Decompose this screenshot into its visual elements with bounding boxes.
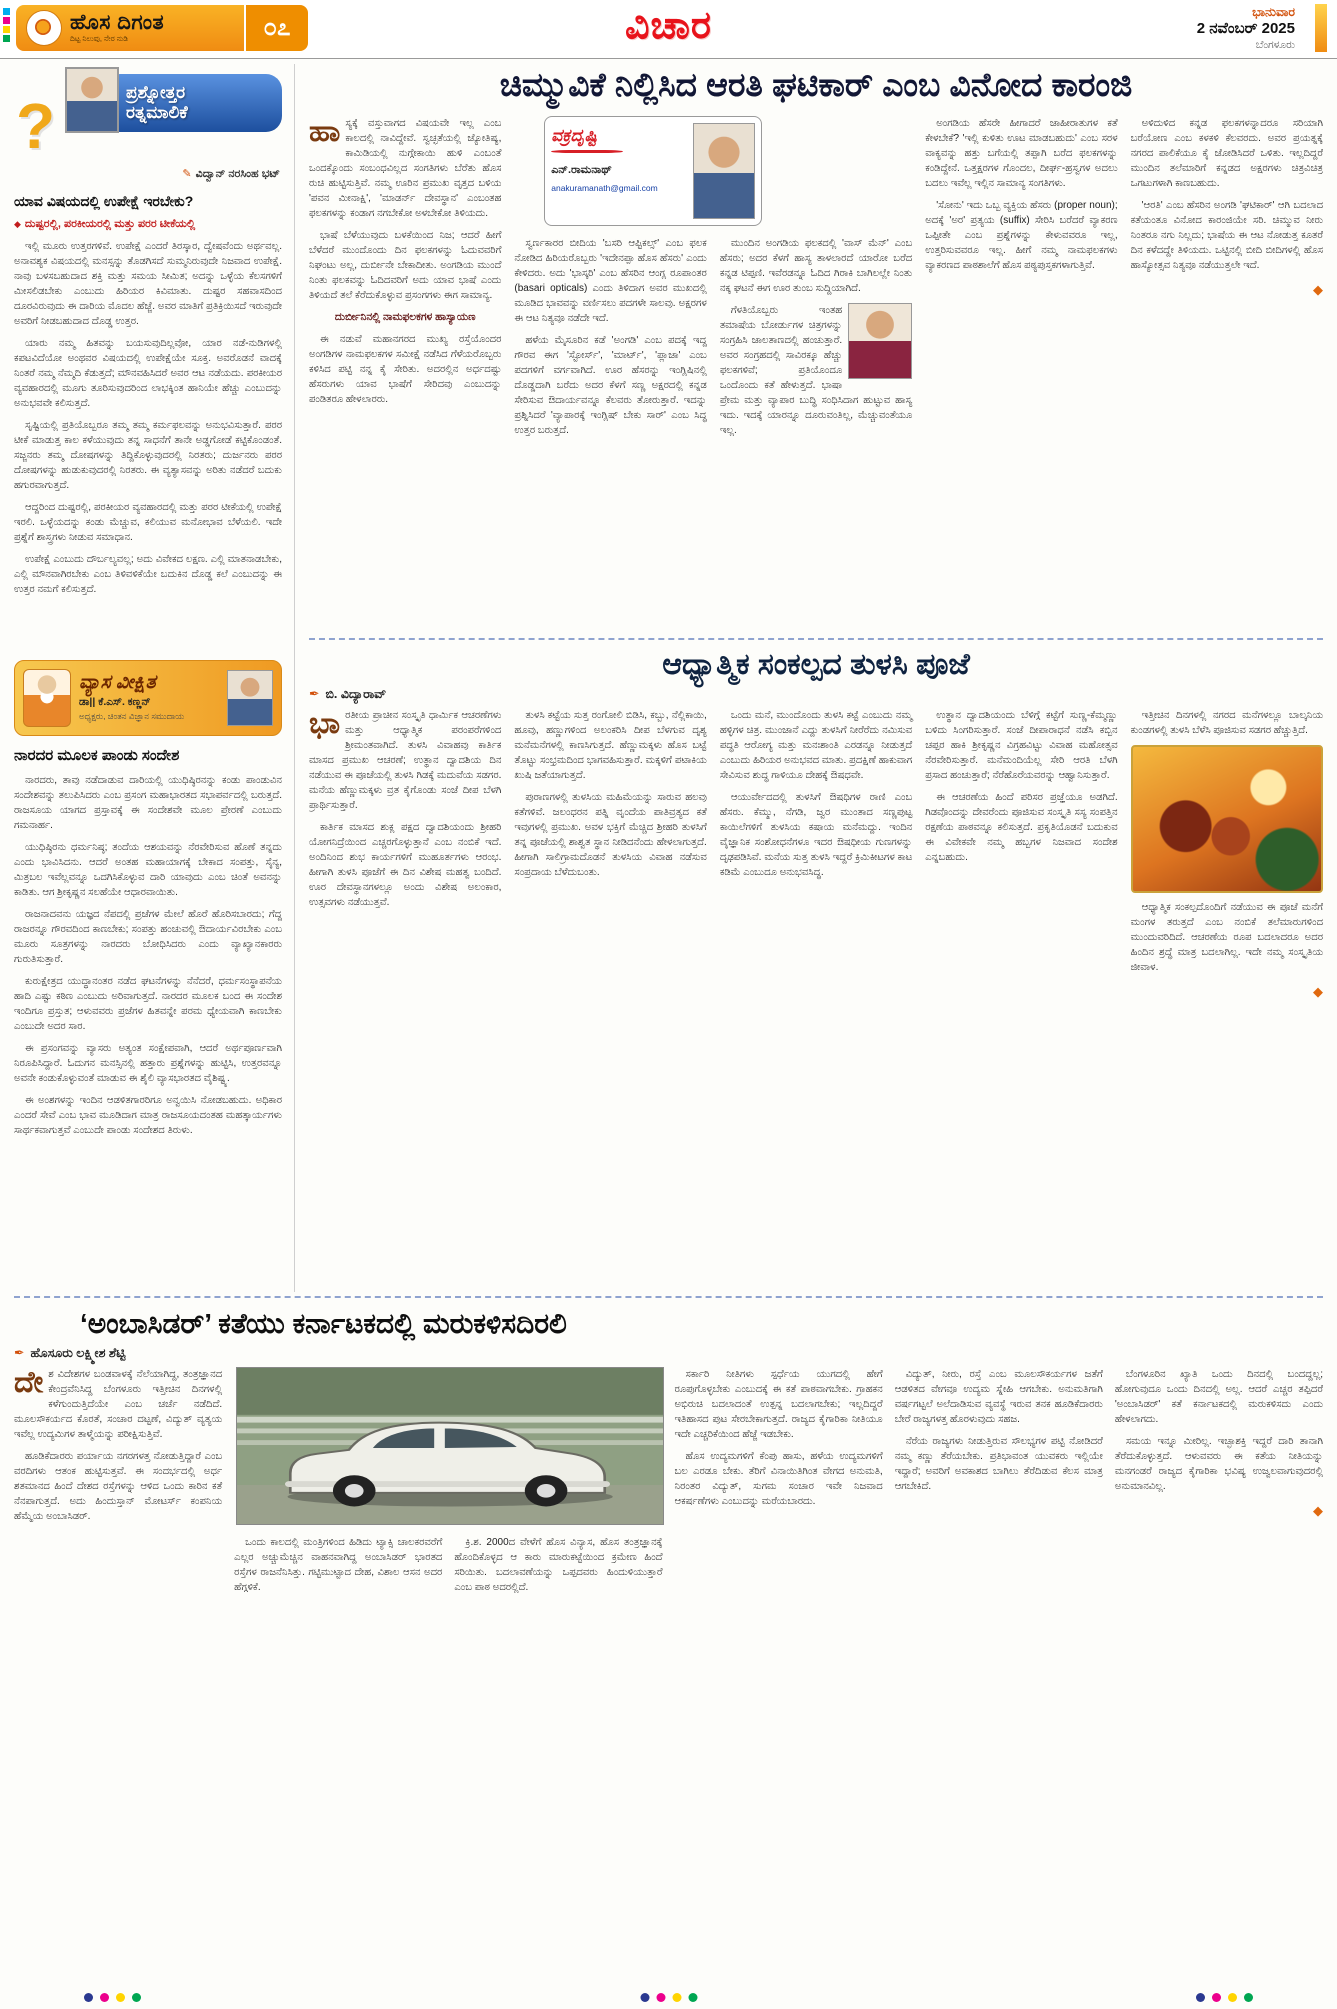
- paragraph-text: ಶ ವಿದೇಶಗಳ ಬಂಡವಾಳಕ್ಕೆ ನೆಲೆಯಾಗಿದ್ದ, ತಂತ್ರಜ್ಞಾನದ ಕೇಂದ್ರವೆನಿಸಿದ್ದ ಬೆಂಗಳೂರು ಇತ್ತೀಚಿನ ದಿನಗಳಲ್ಲಿ ಕಳೆಗುಂದುತ್ತಿದೆಯೇ ಎಂಬ ಚರ್ಚೆ ನಡೆದಿದೆ. ಮೂಲಸೌಕರ್ಯದ ಕೊರತೆ, ಸಂಚಾರ ದಟ್ಟಣೆ, ವಿದ್ಯುತ್ ವ್ಯತ್ಯಯ ಇವೆಲ್ಲ ಉದ್ಯಮಿಗಳ ತಾಳ್ಮೆಯನ್ನು ಪರೀಕ್ಷಿಸುತ್ತಿವೆ.: [14, 1369, 223, 1440]
- body-paragraph: ಒಂದು ಕಾಲದಲ್ಲಿ ಮಂತ್ರಿಗಳಿಂದ ಹಿಡಿದು ಟ್ಯಾಕ್ಸಿ ಚಾಲಕರವರೆಗೆ ಎಲ್ಲರ ಅಚ್ಚುಮೆಚ್ಚಿನ ವಾಹನವಾಗಿದ್ದ ಅಂಬಾಸಿಡರ್ ಭಾರತದ ರಸ್ತೆಗಳ ರಾಜನೆನಿಸಿತ್ತು. ಗಟ್ಟಿಮುಟ್ಟಾದ ದೇಹ, ವಿಶಾಲ ಆಸನ ಅದರ ಹೆಗ್ಗಳಿಕೆ.: [234, 1537, 443, 1593]
- text-column: [1115, 1367, 1323, 1943]
- article2-body: [309, 708, 1323, 1220]
- article-end-diamond-icon: ◆: [1313, 281, 1323, 297]
- left-column: [14, 64, 295, 1292]
- body-paragraph: ಆದ್ದರಿಂದ ದುಷ್ಟರಲ್ಲಿ, ಪರಕೀಯರ ವ್ಯವಹಾರದಲ್ಲಿ ಮತ್ತು ಪರರ ಟೀಕೆಯಲ್ಲಿ ಉಪೇಕ್ಷೆ ಇರಲಿ. ಒಳ್ಳೆಯದನ್ನು ಕಂಡು ಮೆಚ್ಚುವ, ಕಲಿಯುವ ಮನೋಭಾವ ಬೆಳೆಯಲಿ. ಇದೇ ಪ್ರಶ್ನೆಗೆ ಶಾಸ್ತ್ರಗಳು ನೀಡುವ ಸಮಾಧಾನ.: [14, 502, 282, 543]
- body-paragraph: 'ಸೋನು' ಇದು ಒಬ್ಬ ವ್ಯಕ್ತಿಯ ಹೆಸರು (proper noun); ಅದಕ್ಕೆ 'ಅರ' ಪ್ರತ್ಯಯ (suffix) ಸೇರಿಸಿ ಬರೆದರೆ ವ್ಯಾಕರಣ ಒಪ್ಪೀತೇ ಎಂಬ ಪ್ರಶ್ನೆಗಳನ್ನು ಕೇಳುವವರೂ ಇಲ್ಲ, ಉತ್ತರಿಸುವವರೂ ಇಲ್ಲ. ಹೀಗೆ ನಮ್ಮ ನಾಮಫಲಕಗಳು ವ್ಯಾಕರಣದ ಪಾಠಶಾಲೆಗೆ ಹೊಸ ಪಠ್ಯಪುಸ್ತಕಗಳಾಗುತ್ತಿವೆ.: [925, 199, 1118, 271]
- masthead: [16, 5, 308, 51]
- article-ambassador: [14, 1308, 1323, 1960]
- columnist-info: [551, 123, 689, 219]
- article-end-diamond-icon: ◆: [1313, 983, 1323, 999]
- body-paragraph: ಸೃಷ್ಟಿಯಲ್ಲಿ ಪ್ರತಿಯೊಬ್ಬರೂ ತಮ್ಮ ತಮ್ಮ ಕರ್ಮಫಲವನ್ನು ಅನುಭವಿಸುತ್ತಾರೆ. ಪರರ ಟೀಕೆ ಮಾಡುತ್ತ ಕಾಲ ಕಳೆಯುವುದು ತನ್ನ ಸಾಧನೆಗೆ ತಾನೇ ಅಡ್ಡಗೋಡೆ ಕಟ್ಟಿಕೊಂಡಂತೆ. ಸಜ್ಜನರು ತಮ್ಮ ದೋಷಗಳನ್ನು ತಿದ್ದಿಕೊಳ್ಳುವುದರಲ್ಲಿ ನಿರತರು; ದುರ್ಜನರು ಪರರ ದೋಷಗಳನ್ನು ಹುಡುಕುವುದರಲ್ಲಿ ನಿರತರು. ಈ ವ್ಯತ್ಯಾಸವನ್ನು ಅರಿತು ನಡೆದರೆ ಬದುಕು ಹಗುರವಾಗುತ್ತದೆ.: [14, 420, 282, 491]
- text-column: [14, 1367, 222, 1943]
- qa-banner: [14, 64, 282, 164]
- body-paragraph: ಇತ್ತೀಚಿನ ದಿನಗಳಲ್ಲಿ ನಗರದ ಮನೆಗಳಲ್ಲೂ ಬಾಲ್ಕನಿಯ ಕುಂಡಗಳಲ್ಲಿ ತುಳಸಿ ಬೆಳೆಸಿ ಪೂಜಿಸುವ ಸಡಗರ ಹೆಚ್ಚುತ್ತಿದೆ.: [1130, 709, 1323, 736]
- qa-banner-line2: ರತ್ನಮಾಲಿಕೆ: [126, 103, 188, 122]
- vyasa-heading: ನಾರದರ ಮೂಲಕ ಪಾಂಡು ಸಂದೇಶ: [14, 747, 180, 764]
- body-paragraph: ಕುರುಕ್ಷೇತ್ರದ ಯುದ್ಧಾನಂತರ ನಡೆದ ಘಟನೆಗಳನ್ನು ನೆನೆದರೆ, ಧರ್ಮಸಂಸ್ಥಾಪನೆಯ ಹಾದಿ ಎಷ್ಟು ಕಠಿಣ ಎಂಬುದು ಅರಿವಾಗುತ್ತದೆ. ನಾರದರ ಮೂಲಕ ಬಂದ ಈ ಸಂದೇಶ ಇಂದಿಗೂ ಪ್ರಸ್ತುತ; ಆಳುವವರು ಪ್ರಜೆಗಳ ಹಿತವನ್ನೇ ಪರಮ ಧ್ಯೇಯವಾಗಿ ಕಾಣಬೇಕು ಎಂಬುದೇ ಅದರ ಸಾರ.: [14, 975, 282, 1032]
- body-paragraph: ನೆರೆಯ ರಾಜ್ಯಗಳು ನೀಡುತ್ತಿರುವ ಸೌಲಭ್ಯಗಳ ಪಟ್ಟಿ ನೋಡಿದರೆ ನಮ್ಮ ಕಣ್ಣು ತೆರೆಯಬೇಕು. ಪ್ರತಿಭಾವಂತ ಯುವಕರು ಇಲ್ಲಿಯೇ ಇದ್ದಾರೆ; ಅವರಿಗೆ ಅವಕಾಶದ ಬಾಗಿಲು ತೆರೆದಿಡುವ ಕೆಲಸ ಮಾತ್ರ ಆಗಬೇಕಿದೆ.: [894, 1436, 1103, 1492]
- body-paragraph: ಕ್ರಿ.ಶ. 2000ದ ವೇಳೆಗೆ ಹೊಸ ವಿನ್ಯಾಸ, ಹೊಸ ತಂತ್ರಜ್ಞಾನಕ್ಕೆ ಹೊಂದಿಕೊಳ್ಳದ ಆ ಕಾರು ಮಾರುಕಟ್ಟೆಯಿಂದ ಕ್ರಮೇಣ ಹಿಂದೆ ಸರಿಯಿತು. ಬದಲಾವಣೆಯನ್ನು ಒಪ್ಪದವರು ಹಿಂದುಳಿಯುತ್ತಾರೆ ಎಂಬ ಪಾಠ ಅದರಲ್ಲಿದೆ.: [454, 1537, 663, 1593]
- text-column: [675, 1367, 883, 1943]
- body-paragraph: ಸರ್ಕಾರಿ ನೀತಿಗಳು ಸ್ಪರ್ಧೆಯ ಯುಗದಲ್ಲಿ ಹೇಗೆ ರೂಪುಗೊಳ್ಳಬೇಕು ಎಂಬುದಕ್ಕೆ ಈ ಕತೆ ಪಾಠವಾಗಬೇಕು. ಗ್ರಾಹಕನ ಅಭಿರುಚಿ ಬದಲಾದಂತೆ ಉತ್ಪನ್ನ ಬದಲಾಗಬೇಕು; ಇಲ್ಲದಿದ್ದರೆ ಇತಿಹಾಸದ ಪುಟ ಸೇರಬೇಕಾಗುತ್ತದೆ. ರಾಜ್ಯದ ಕೈಗಾರಿಕಾ ನೀತಿಯೂ ಇದೇ ಎಚ್ಚರಿಕೆಯಿಂದ ಹೆಜ್ಜೆ ಇಡಬೇಕು.: [674, 1369, 883, 1440]
- body-paragraph: ವಿದ್ಯುತ್, ನೀರು, ರಸ್ತೆ ಎಂಬ ಮೂಲಸೌಕರ್ಯಗಳ ಜತೆಗೆ ಆಡಳಿತದ ವೇಗವೂ ಉದ್ಯಮ ಸ್ನೇಹಿ ಆಗಬೇಕು. ಅನುಮತಿಗಾಗಿ ವರ್ಷಗಟ್ಟಲೆ ಅಲೆದಾಡಿಸುವ ವ್ಯವಸ್ಥೆ ಇರುವ ತನಕ ಹೂಡಿಕೆದಾರರು ಬೇರೆ ರಾಜ್ಯಗಳತ್ತ ಹೊರಳುವುದು ಸಹಜ.: [894, 1369, 1103, 1425]
- masthead-plate: [16, 5, 244, 51]
- body-paragraph: ಒಂದು ಮನೆ, ಮುಂದೊಂದು ತುಳಸಿ ಕಟ್ಟೆ ಎಂಬುದು ನಮ್ಮ ಹಳ್ಳಿಗಳ ಚಿತ್ರ. ಮುಂಜಾನೆ ಎದ್ದು ತುಳಸಿಗೆ ನೀರೆರೆದು ನಮಿಸುವ ಪದ್ಧತಿ ಆರೋಗ್ಯ ಮತ್ತು ಮನಃಶಾಂತಿ ಎರಡನ್ನೂ ನೀಡುತ್ತದೆ ಎಂಬುದು ಹಿರಿಯರ ಅನುಭವದ ಮಾತು. ಪ್ರದಕ್ಷಿಣೆ ಹಾಕುವಾಗ ಸೇವಿಸುವ ಶುದ್ಧ ಗಾಳಿಯೂ ದೇಹಕ್ಕೆ ಔಷಧವೇ.: [719, 709, 913, 781]
- paper-tagline: ದಿಟ್ಟ ನಿಲುವು, ನೇರ ನುಡಿ: [70, 34, 129, 44]
- ambassador-car-photo: [236, 1367, 664, 1525]
- city-label: ಬೆಂಗಳೂರು: [1255, 38, 1295, 51]
- article-end-diamond-icon: ◆: [1313, 1503, 1323, 1518]
- article3-headline: ‘ಅಂಬಾಸಿಡರ್’ ಕತೆಯು ಕರ್ನಾಟಕದಲ್ಲಿ ಮರುಕಳಿಸದಿರಲಿ: [80, 1308, 567, 1339]
- date-label: 2 ನವೆಂಬರ್ 2025: [1196, 20, 1295, 38]
- qa-answer-lead: [14, 216, 282, 233]
- drop-cap: ಹಾ: [309, 115, 341, 148]
- article1-inset-photo: [848, 303, 912, 379]
- article-separator: [309, 638, 1323, 640]
- body-paragraph: ತುಳಸಿ ಕಟ್ಟೆಯ ಸುತ್ತ ರಂಗೋಲಿ ಬಿಡಿಸಿ, ಕಬ್ಬು, ನೆಲ್ಲಿಕಾಯಿ, ಹೂವು, ಹಣ್ಣುಗಳಿಂದ ಅಲಂಕರಿಸಿ ದೀಪ ಬೆಳಗುವ ದೃಶ್ಯ ಮನೆಮನೆಗಳಲ್ಲಿ ಕಾಣಸಿಗುತ್ತದೆ. ಹೆಣ್ಣುಮಕ್ಕಳು ಹೊಸ ಬಟ್ಟೆ ತೊಟ್ಟು ಸಂಭ್ರಮದಿಂದ ಭಾಗವಹಿಸುತ್ತಾರೆ. ಮಕ್ಕಳಿಗೆ ಪಟಾಕಿಯ ಖುಷಿ ಜತೆಯಾಗುತ್ತದೆ.: [514, 709, 707, 781]
- article3-byline: [14, 1345, 1323, 1361]
- drop-cap: ಭಾ: [309, 707, 341, 740]
- columnist-box: [544, 116, 762, 226]
- day-label: ಭಾನುವಾರ: [1252, 5, 1295, 19]
- body-paragraph: ಉತ್ಥಾನ ದ್ವಾದಶಿಯಂದು ಬೆಳಿಗ್ಗೆ ಕಟ್ಟೆಗೆ ಸುಣ್ಣ-ಕೆಮ್ಮಣ್ಣು ಬಳಿದು ಸಿಂಗರಿಸುತ್ತಾರೆ. ಸಂಜೆ ದೀಪಾರಾಧನೆ ನಡೆಸಿ ಕಬ್ಬಿನ ಚಪ್ಪರ ಹಾಕಿ ಶ್ರೀಕೃಷ್ಣನ ವಿಗ್ರಹವಿಟ್ಟು ವಿವಾಹ ಮಹೋತ್ಸವ ನೆರವೇರಿಸುತ್ತಾರೆ. ಮನೆಮಂದಿಯೆಲ್ಲ ಸೇರಿ ಆರತಿ ಬೆಳಗಿ ಪ್ರಸಾದ ಹಂಚುತ್ತಾರೆ; ನೆರೆಹೊರೆಯವರನ್ನು ಆಹ್ವಾನಿಸುತ್ತಾರೆ.: [925, 709, 1118, 781]
- print-registration-dots-icon: [640, 1993, 697, 2002]
- body-paragraph: ಬೆಂಗಳೂರಿನ ಖ್ಯಾತಿ ಒಂದು ದಿನದಲ್ಲಿ ಬಂದದ್ದಲ್ಲ; ಹೋಗುವುದೂ ಒಂದು ದಿನದಲ್ಲಿ ಅಲ್ಲ. ಆದರೆ ಎಚ್ಚರ ತಪ್ಪಿದರೆ 'ಅಂಬಾಸಿಡರ್' ಕತೆ ಕರ್ನಾಟಕದಲ್ಲಿ ಮರುಕಳಿಸದು ಎಂದು ಹೇಳಲಾಗದು.: [1114, 1369, 1323, 1425]
- qa-answer-lead-text: ದುಷ್ಟರಲ್ಲಿ, ಪರಕೀಯರಲ್ಲಿ ಮತ್ತು ಪರರ ಟೀಕೆಯಲ್ಲಿ: [24, 217, 196, 230]
- diamond-bullet-icon: ◆: [14, 218, 21, 229]
- article2-byline: [309, 686, 1323, 702]
- body-paragraph: ಆಯುರ್ವೇದದಲ್ಲಿ ತುಳಸಿಗೆ ಔಷಧಿಗಳ ರಾಣಿ ಎಂಬ ಹೆಸರು. ಕೆಮ್ಮು, ನೆಗಡಿ, ಜ್ವರ ಮುಂತಾದ ಸಣ್ಣಪುಟ್ಟ ಕಾಯಿಲೆಗಳಿಗೆ ತುಳಸಿಯ ಕಷಾಯ ಮನೆಮದ್ದು. ಇಂದಿನ ವೈಜ್ಞಾನಿಕ ಸಂಶೋಧನೆಗಳೂ ಇದರ ಔಷಧೀಯ ಗುಣಗಳನ್ನು ದೃಢಪಡಿಸಿವೆ. ಮನೆಯ ಸುತ್ತ ತುಳಸಿ ಇದ್ದರೆ ಕ್ರಿಮಿಕೀಟಗಳ ಕಾಟ ಕಡಿಮೆ ಎಂಬುದೂ ಅನುಭವಸಿದ್ಧ.: [719, 791, 913, 878]
- body-paragraph: ಹೂಡಿಕೆದಾರರು ಪರ್ಯಾಯ ನಗರಗಳತ್ತ ನೋಡುತ್ತಿದ್ದಾರೆ ಎಂಬ ವರದಿಗಳು ಆತಂಕ ಹುಟ್ಟಿಸುತ್ತವೆ. ಈ ಸಂದರ್ಭದಲ್ಲಿ ಅರ್ಧ ಶತಮಾನದ ಹಿಂದೆ ದೇಶದ ರಸ್ತೆಗಳನ್ನು ಆಳಿದ ಒಂದು ಕಾರಿನ ಕತೆ ನೆನಪಾಗುತ್ತದೆ. ಅದು ಹಿಂದುಸ್ತಾನ್ ಮೋಟರ್ಸ್ ಕಂಪನಿಯ ಹೆಮ್ಮೆಯ ಅಂಬಾಸಿಡರ್.: [14, 1451, 223, 1522]
- body-paragraph: ರಾಜನಾದವನು ಯಜ್ಞದ ನೆಪದಲ್ಲಿ ಪ್ರಜೆಗಳ ಮೇಲೆ ಹೊರೆ ಹೊರಿಸಬಾರದು; ಗೆದ್ದ ರಾಜರನ್ನೂ ಗೌರವದಿಂದ ಕಾಣಬೇಕು; ಸಂಪತ್ತು ಹಂಚುವಲ್ಲಿ ಔದಾರ್ಯವಿರಬೇಕು ಎಂಬ ಮೂರು ಸೂತ್ರಗಳನ್ನು ನಾರದರು ಬೋಧಿಸಿದರು ಎಂದು ವ್ಯಾಖ್ಯಾನಕಾರರು ಗುರುತಿಸುತ್ತಾರೆ.: [14, 908, 282, 965]
- page-edge-bar: [1315, 4, 1327, 52]
- body-paragraph: ಈ ಅಂಶಗಳನ್ನು ಇಂದಿನ ಆಡಳಿತಗಾರರಿಗೂ ಅನ್ವಯಿಸಿ ನೋಡಬಹುದು. ಅಧಿಕಾರ ಎಂದರೆ ಸೇವೆ ಎಂಬ ಭಾವ ಮೂಡಿದಾಗ ಮಾತ್ರ ರಾಜಸೂಯದಂತಹ ಮಹತ್ಕಾರ್ಯಗಳು ಸಾರ್ಥಕವಾಗುತ್ತವೆ ಎಂಬುದೇ ಪಾಂಡು ಸಂದೇಶದ ತಿರುಳು.: [14, 1094, 282, 1136]
- vyasa-banner: [14, 660, 282, 736]
- body-paragraph: [14, 1367, 222, 1442]
- body-paragraph: ಅಂಗಡಿಯ ಹೆಸರೇ ಹೀಗಾದರೆ ಜಾಹೀರಾತುಗಳ ಕತೆ ಕೇಳಬೇಕೆ? 'ಇಲ್ಲಿ ಕುಳಿತು ಊಟ ಮಾಡಬಹುದು' ಎಂಬ ಸರಳ ವಾಕ್ಯವನ್ನು ಹತ್ತು ಬಗೆಯಲ್ಲಿ ತಪ್ಪಾಗಿ ಬರೆದ ಫಲಕಗಳನ್ನು ಕಂಡಿದ್ದೇನೆ. ಒತ್ತಕ್ಷರಗಳ ಗೊಂದಲ, ದೀರ್ಘ-ಹ್ರಸ್ವಗಳ ಅದಲು ಬದಲು ಇವೆಲ್ಲ ಇಲ್ಲಿನ ಸಾಮಾನ್ಯ ಸಂಗತಿಗಳು.: [925, 117, 1118, 189]
- body-paragraph: ನಾರದರು, ತಾವು ನಡೆದಾಡುವ ದಾರಿಯಲ್ಲಿ ಯುಧಿಷ್ಠಿರನನ್ನು ಕಂಡು ಪಾಂಡುವಿನ ಸಂದೇಶವನ್ನು ತಲುಪಿಸಿದರು ಎಂಬ ಪ್ರಸಂಗ ಮಹಾಭಾರತದ ಸಭಾಪರ್ವದಲ್ಲಿ ಬರುತ್ತದೆ. ರಾಜಸೂಯ ಯಾಗದ ಪ್ರಸ್ತಾವಕ್ಕೆ ಈ ಸಂದೇಶವೇ ಮೂಲ ಪ್ರೇರಣೆ ಎಂಬುದು ಗಮನಾರ್ಹ.: [14, 774, 282, 831]
- body-paragraph: ಆಧ್ಯಾತ್ಮಿಕ ಸಂಕಲ್ಪದೊಂದಿಗೆ ನಡೆಯುವ ಈ ಪೂಜೆ ಮನೆಗೆ ಮಂಗಳ ತರುತ್ತದೆ ಎಂಬ ನಂಬಿಕೆ ತಲೆಮಾರುಗಳಿಂದ ಮುಂದುವರಿದಿದೆ. ಆಚರಣೆಯ ರೂಪ ಬದಲಾದರೂ ಅದರ ಹಿಂದಿನ ಶ್ರದ್ಧೆ ಮಾತ್ರ ಬದಲಾಗಿಲ್ಲ. ಇದೇ ನಮ್ಮ ಸಂಸ್ಕೃತಿಯ ಜೀವಾಳ.: [1130, 901, 1323, 973]
- qa-banner-line1: ಪ್ರಶ್ನೋತ್ತರ: [126, 82, 186, 102]
- column-label: ವಕ್ರದೃಷ್ಟಿ: [551, 123, 689, 154]
- text-column: [925, 708, 1117, 1220]
- sage-illustration-icon: [23, 669, 71, 727]
- tulasi-puja-photo: [1131, 745, 1323, 893]
- body-paragraph: ಈ ಆಚರಣೆಯ ಹಿಂದೆ ಪರಿಸರ ಪ್ರಜ್ಞೆಯೂ ಅಡಗಿದೆ. ಗಿಡವೊಂದನ್ನು ದೇವರೆಂದು ಪೂಜಿಸುವ ಸಂಸ್ಕೃತಿ ಸಸ್ಯ ಸಂಪತ್ತಿನ ರಕ್ಷಣೆಯ ಪಾಠವನ್ನೂ ಕಲಿಸುತ್ತದೆ. ಪ್ರಕೃತಿಯೊಡನೆ ಬದುಕುವ ಈ ವಿವೇಕವೇ ನಮ್ಮ ಹಬ್ಬಗಳ ನಿಜವಾದ ಸಂದೇಶ ಎನ್ನಬಹುದು.: [925, 791, 1118, 863]
- masthead-bar: [0, 0, 1337, 59]
- body-paragraph: ಇಲ್ಲಿ ಮೂರು ಉತ್ತರಗಳಿವೆ. ಉಪೇಕ್ಷೆ ಎಂದರೆ ತಿರಸ್ಕಾರ, ದ್ವೇಷವೆಂದು ಅರ್ಥವಲ್ಲ. ಅನಾವಶ್ಯಕ ವಿಷಯದಲ್ಲಿ ಮನಸ್ಸನ್ನು ತೊಡಗಿಸದೆ ಸುಮ್ಮನಿರುವುದೇ ನಿಜವಾದ ಉಪೇಕ್ಷೆ. ನಾವು ಬಳಸಬಹುದಾದ ಶಕ್ತಿ ಮತ್ತು ಸಮಯ ಸೀಮಿತ; ಅದನ್ನು ಒಳ್ಳೆಯ ಕೆಲಸಗಳಿಗೆ ಮೀಸಲಿಡಬೇಕು ಎಂಬುದು ಹಿರಿಯರ ಕಿವಿಮಾತು. ದುಷ್ಟರ ಸಹವಾಸದಿಂದ ದೂರವಿರುವುದು ಈ ದಾರಿಯ ಮೊದಲ ಹೆಜ್ಜೆ. ಅವರ ಮಾತಿಗೆ ಪ್ರತಿಕ್ರಿಯಿಸದೆ ಇರುವುದೇ ಅವರಿಗೆ ನೀಡಬಹುದಾದ ದೊಡ್ಡ ಉತ್ತರ.: [14, 241, 282, 327]
- text-column: [309, 708, 501, 1220]
- body-paragraph: ಪುರಾಣಗಳಲ್ಲಿ ತುಳಸಿಯ ಮಹಿಮೆಯನ್ನು ಸಾರುವ ಹಲವು ಕತೆಗಳಿವೆ. ಜಲಂಧರನ ಪತ್ನಿ ವೃಂದೆಯ ಪಾತಿವ್ರತ್ಯದ ಕತೆ ಇವುಗಳಲ್ಲಿ ಪ್ರಮುಖ. ಅವಳ ಭಕ್ತಿಗೆ ಮೆಚ್ಚಿದ ಶ್ರೀಹರಿ ತುಳಸಿಗೆ ತನ್ನ ಪೂಜೆಯಲ್ಲಿ ಶಾಶ್ವತ ಸ್ಥಾನ ನೀಡಿದನೆಂದು ಹೇಳಲಾಗುತ್ತದೆ. ಹೀಗಾಗಿ ಸಾಲಿಗ್ರಾಮದೊಡನೆ ತುಳಸಿಯ ವಿವಾಹ ನಡೆಸುವ ಸಂಪ್ರದಾಯ ಬೆಳೆದುಬಂತು.: [514, 791, 707, 878]
- article-separator-full: [14, 1296, 1323, 1298]
- body-paragraph: ಗೆಳತಿಯೊಬ್ಬರು ಇಂತಹ ತಮಾಷೆಯ ಬೋರ್ಡುಗಳ ಚಿತ್ರಗಳನ್ನು ಸಂಗ್ರಹಿಸಿ ಜಾಲತಾಣದಲ್ಲಿ ಹಂಚುತ್ತಾರೆ. ಅವರ ಸಂಗ್ರಹದಲ್ಲಿ ಸಾವಿರಕ್ಕೂ ಹೆಚ್ಚು ಫಲಕಗಳಿವೆ; ಪ್ರತಿಯೊಂದೂ ಒಂದೊಂದು ಕತೆ ಹೇಳುತ್ತದೆ. ಭಾಷಾ ಪ್ರೇಮ ಮತ್ತು ವ್ಯಾಪಾರ ಬುದ್ಧಿ ಸಂಧಿಸಿದಾಗ ಹುಟ್ಟುವ ಹಾಸ್ಯ ಇದು. ಇದಕ್ಕೆ ಯಾರನ್ನೂ ದೂರುವಂತಿಲ್ಲ, ಮೆಚ್ಚುವಂತೆಯೂ ಇಲ್ಲ.: [719, 304, 913, 436]
- qa-banner-title: [110, 74, 282, 132]
- vyasa-column: [14, 652, 282, 1145]
- text-column: [720, 708, 912, 1220]
- vyasa-author-name: ಡಾ|| ಕೆ.ಎಸ್. ಕಣ್ಣನ್: [79, 695, 151, 708]
- article3-author: ಹೊಸೂರು ಲಕ್ಷ್ಮೀಶ ಶೆಟ್ಟಿ: [30, 1346, 126, 1360]
- body-paragraph: ಈ ನಡುವೆ ಮಹಾನಗರದ ಮುಖ್ಯ ರಸ್ತೆಯೊಂದರ ಅಂಗಡಿಗಳ ನಾಮಫಲಕಗಳ ಸಮೀಕ್ಷೆ ನಡೆಸಿದ ಗೆಳೆಯರೊಬ್ಬರು ಕಳಿಸಿದ ಪಟ್ಟಿ ನನ್ನ ಕೈ ಸೇರಿತು. ಅದರಲ್ಲಿನ ಅರ್ಧದಷ್ಟು ಹೆಸರುಗಳು ಯಾವ ಭಾಷೆಗೆ ಸೇರಿದವು ಎಂಬುದನ್ನು ಪಂಡಿತರೂ ಹೇಳಲಾರರು.: [309, 333, 502, 405]
- paper-logo-icon: [26, 10, 62, 46]
- byline-pen-icon: ✒: [14, 1346, 25, 1360]
- vyasa-banner-title: ವ್ಯಾಸ ವೀಕ್ಷಿತ: [79, 671, 156, 693]
- print-color-marks-icon: [3, 8, 10, 42]
- qa-question: ಯಾವ ವಿಷಯದಲ್ಲಿ ಉಪೇಕ್ಷೆ ಇರಬೇಕು?: [14, 192, 194, 209]
- article2-headline: ಆಧ್ಯಾತ್ಮಿಕ ಸಂಕಲ್ಪದ ತುಳಸಿ ಪೂಜೆ: [662, 647, 970, 681]
- vyasa-banner-text: [79, 673, 219, 723]
- section-title: ವಿಚಾರ: [625, 5, 712, 47]
- body-paragraph: ಹಳೆಯ ಮೈಸೂರಿನ ಕಡೆ 'ಅಂಗಡಿ' ಎಂಬ ಪದಕ್ಕೆ ಇದ್ದ ಗೌರವ ಈಗ 'ಸ್ಟೋರ್ಸ್', 'ಮಾರ್ಟ್', 'ಪ್ಲಾಜಾ' ಎಂಬ ಪದಗಳಿಗೆ ವರ್ಗವಾಗಿದೆ. ಊರ ಹೆಸರನ್ನು ಇಂಗ್ಲಿಷಿನಲ್ಲಿ ದೊಡ್ಡದಾಗಿ ಬರೆದು ಅದರ ಕೆಳಗೆ ಸಣ್ಣ ಅಕ್ಷರದಲ್ಲಿ ಕನ್ನಡ ಸೇರಿಸುವ ಔದಾರ್ಯವನ್ನೂ ಕೆಲವರು ತೋರುತ್ತಾರೆ. ಇದನ್ನು ಪ್ರಶ್ನಿಸಿದರೆ 'ವ್ಯಾಪಾರಕ್ಕೆ ಇಂಗ್ಲಿಷ್ ಬೇಕು ಸಾರ್' ಎಂಬ ಸಿದ್ಧ ಉತ್ತರ ಬರುತ್ತದೆ.: [514, 334, 707, 436]
- body-paragraph: ಯಾರು ನಮ್ಮ ಹಿತವನ್ನು ಬಯಸುವುದಿಲ್ಲವೋ, ಯಾರ ನಡೆ-ನುಡಿಗಳಲ್ಲಿ ಕಪಟವಿದೆಯೋ ಅಂಥವರ ವಿಷಯದಲ್ಲಿ ಉಪೇಕ್ಷೆಯೇ ಸೂಕ್ತ. ಅವರೊಡನೆ ವಾದಕ್ಕೆ ನಿಂತರೆ ನಮ್ಮ ನೆಮ್ಮದಿ ಕೆಡುತ್ತದೆ; ಮೌನವಹಿಸಿದರೆ ಅವರ ಆಟ ನಡೆಯದು. ಪರಕೀಯರ ವ್ಯವಹಾರದಲ್ಲಿ ಮೂಗು ತೂರಿಸುವುದರಿಂದ ಲಾಭಕ್ಕಿಂತ ಹಾನಿಯೇ ಹೆಚ್ಚು ಎಂಬುದನ್ನು ಅನುಭವವೇ ಕಲಿಸುತ್ತದೆ.: [14, 338, 282, 409]
- vyasa-author-desc: ಅಧ್ಯಕ್ಷರು, ಚಿಂತನ ವಿಜ್ಞಾನ ಸಮುದಾಯ: [79, 711, 185, 722]
- body-paragraph: ಹೊಸ ಉದ್ಯಮಗಳಿಗೆ ಕೆಂಪು ಹಾಸು, ಹಳೆಯ ಉದ್ಯಮಗಳಿಗೆ ಬಲ ಎರಡೂ ಬೇಕು. ತೆರಿಗೆ ವಿನಾಯಿತಿಗಿಂತ ವೇಗದ ಅನುಮತಿ, ನಿರಂತರ ವಿದ್ಯುತ್, ಸುಗಮ ಸಂಚಾರ ಇವೇ ನಿಜವಾದ ಆಕರ್ಷಣೆಗಳು ಎಂಬುದನ್ನು ಮರೆಯಬಾರದು.: [674, 1451, 883, 1507]
- qa-author-name: ವಿದ್ವಾನ್ ನರಸಿಂಹ ಭಟ್: [195, 168, 280, 180]
- body-paragraph: ಅಳಿದುಳಿದ ಕನ್ನಡ ಫಲಕಗಳನ್ನಾದರೂ ಸರಿಯಾಗಿ ಬರೆಯೋಣ ಎಂಬ ಕಳಕಳಿ ಕೆಲವರದು. ಅವರ ಪ್ರಯತ್ನಕ್ಕೆ ನಗರದ ಪಾಲಿಕೆಯೂ ಕೈ ಜೋಡಿಸಿದರೆ ಒಳಿತು. ಇಲ್ಲದಿದ್ದರೆ ಮುಂದಿನ ತಲೆಮಾರಿಗೆ ಕನ್ನಡದ ಅಕ್ಷರಗಳು ಚಿತ್ರವಿಚಿತ್ರ ಒಗಟುಗಳಾಗಿ ಕಾಣಬಹುದು.: [1130, 117, 1323, 189]
- text-column: [1131, 708, 1323, 1220]
- vyasa-author-photo: [227, 670, 273, 726]
- pen-icon: ✎: [182, 168, 192, 180]
- qa-column: [14, 64, 282, 652]
- print-registration-dots-icon: [1196, 1993, 1253, 2002]
- text-column: [895, 1367, 1103, 1943]
- body-paragraph: ಈ ಪ್ರಸಂಗವನ್ನು ವ್ಯಾಸರು ಅತ್ಯಂತ ಸಂಕ್ಷೇಪವಾಗಿ, ಆದರೆ ಅರ್ಥಪೂರ್ಣವಾಗಿ ನಿರೂಪಿಸಿದ್ದಾರೆ. ಓದುಗನ ಮನಸ್ಸಿನಲ್ಲಿ ಹತ್ತಾರು ಪ್ರಶ್ನೆಗಳನ್ನು ಹುಟ್ಟಿಸಿ, ಉತ್ತರವನ್ನೂ ಅವನೇ ಕಂಡುಕೊಳ್ಳುವಂತೆ ಮಾಡುವ ಈ ಶೈಲಿ ವ್ಯಾಸಭಾರತದ ವೈಶಿಷ್ಟ್ಯ.: [14, 1042, 282, 1084]
- paper-title-block: [70, 12, 164, 44]
- article1-headline: ಚಿಮ್ಮುವಿಕೆ ನಿಲ್ಲಿಸಿದ ಆರತಿ ಘಟಿಕಾರ್ ಎಂಬ ವಿನೋದ ಕಾರಂಜಿ: [499, 66, 1133, 103]
- article1-subhead: ದುರ್ಬೀನಿನಲ್ಲಿ ನಾಮಫಲಕಗಳ ಹಾಸ್ಯಾಯಣ: [334, 310, 476, 323]
- article-tulasi-puja: [309, 648, 1323, 1220]
- dateline: [1197, 5, 1295, 51]
- article-satire: [309, 66, 1323, 630]
- body-paragraph: [309, 116, 501, 221]
- qa-author-photo: [66, 68, 118, 132]
- main-column: [309, 64, 1323, 1292]
- body-paragraph: ಮುಂದಿನ ಅಂಗಡಿಯ ಫಲಕದಲ್ಲಿ 'ವಾಸ್ ಮೆನ್' ಎಂಬ ಹೆಸರು; ಅದರ ಕೆಳಗೆ ಹಾಸ್ಯ ತಾಳಲಾರದೆ ಯಾರೋ ಬರೆದ ಕನ್ನಡ ಟಿಪ್ಪಣಿ. ಇವೆರಡನ್ನೂ ಓದಿದ ಗಿರಾಕಿ ಬಾಗಿಲಲ್ಲೇ ನಿಂತು ನಕ್ಕ ಘಟನೆ ಈಗ ಊರ ತುಂಬ ಸುದ್ದಿಯಾಗಿದೆ.: [719, 237, 913, 294]
- columnist-name: ಎನ್.ರಾಮನಾಥ್: [551, 164, 612, 177]
- article1-body: [309, 116, 1323, 630]
- body-paragraph: ಭಾಷೆ ಬೆಳೆಯುವುದು ಬಳಕೆಯಿಂದ ನಿಜ; ಆದರೆ ಹೀಗೆ ಬೆಳೆದರೆ ಮುಂದೊಂದು ದಿನ ಫಲಕಗಳನ್ನು ಓದುವವರಿಗೆ ನಿಘಂಟು ಅಲ್ಲ, ದುರ್ಬೀನೇ ಬೇಕಾದೀತು. ಅಂಗಡಿಯ ಮುಂದೆ ನಿಂತು ಫಲಕವನ್ನು ಓದಿದವರಿಗೆ ಅದು ಯಾವ ಭಾಷೆ ಎಂದು ತಿಳಿಯದೆ ತಲೆ ಕೆರೆದುಕೊಳ್ಳುವ ಪ್ರಸಂಗಗಳು ಈಗ ಸಾಮಾನ್ಯ.: [309, 229, 502, 301]
- print-registration-dots-icon: [84, 1993, 141, 2002]
- paragraph-text: ರತೀಯ ಪ್ರಾಚೀನ ಸಂಸ್ಕೃತಿ ಧಾರ್ಮಿಕ ಆಚರಣೆಗಳು ಮತ್ತು ಆಧ್ಯಾತ್ಮಿಕ ಪರಂಪರೆಗಳಿಂದ ಶ್ರೀಮಂತವಾಗಿದೆ. ತುಳಸಿ ವಿವಾಹವು ಕಾರ್ತಿಕ ಮಾಸದ ಪ್ರಮುಖ ಆಚರಣೆ; ಉತ್ಥಾನ ದ್ವಾದಶಿಯ ದಿನ ನಡೆಯುವ ಈ ಪೂಜೆಯಲ್ಲಿ ತುಳಸಿ ಗಿಡಕ್ಕೆ ಮದುವೆಯ ಸಡಗರ. ಮನೆಯ ಹೆಣ್ಣುಮಕ್ಕಳು ವ್ರತ ಕೈಗೊಂಡು ಸಂಜೆ ದೀಪ ಬೆಳಗಿ ಪ್ರಾರ್ಥಿಸುತ್ತಾರೆ.: [309, 709, 502, 811]
- question-mark-icon: ?: [16, 90, 56, 162]
- body-paragraph: ಉಪೇಕ್ಷೆ ಎಂಬುದು ದೌರ್ಬಲ್ಯವಲ್ಲ; ಅದು ವಿವೇಕದ ಲಕ್ಷಣ. ಎಲ್ಲಿ ಮಾತನಾಡಬೇಕು, ಎಲ್ಲಿ ಮೌನವಾಗಿರಬೇಕು ಎಂಬ ತಿಳಿವಳಿಕೆಯೇ ಬದುಕಿನ ದೊಡ್ಡ ಕಲೆ ಎಂಬುದನ್ನು ಈ ಉತ್ತರ ನಮಗೆ ಕಲಿಸುತ್ತದೆ.: [14, 554, 282, 595]
- columnist-photo: [693, 123, 755, 219]
- body-paragraph: ಕಾರ್ತಿಕ ಮಾಸದ ಶುಕ್ಲ ಪಕ್ಷದ ದ್ವಾದಶಿಯಂದು ಶ್ರೀಹರಿ ಯೋಗನಿದ್ರೆಯಿಂದ ಎಚ್ಚರಗೊಳ್ಳುತ್ತಾನೆ ಎಂಬ ನಂಬಿಕೆ ಇದೆ. ಅಂದಿನಿಂದ ಶುಭ ಕಾರ್ಯಗಳಿಗೆ ಮುಹೂರ್ತಗಳು ಆರಂಭ. ಹೀಗಾಗಿ ತುಳಸಿ ಪೂಜೆಗೆ ಈ ದಿನ ವಿಶೇಷ ಮಹತ್ವ ಬಂದಿದೆ. ಊರ ದೇವಸ್ಥಾನಗಳಲ್ಲೂ ಅಂದು ವಿಶೇಷ ಅಲಂಕಾರ, ಉತ್ಸವಗಳು ನಡೆಯುತ್ತವೆ.: [309, 821, 502, 908]
- columnist-email[interactable]: anakuramanath@gmail.com: [551, 182, 658, 193]
- text-column: [309, 116, 501, 630]
- body-paragraph: ಯುಧಿಷ್ಠಿರನು ಧರ್ಮನಿಷ್ಠ; ತಂದೆಯ ಆಶಯವನ್ನು ನೆರವೇರಿಸುವ ಹೊಣೆ ತನ್ನದು ಎಂದು ಭಾವಿಸಿದನು. ಆದರೆ ಅಂತಹ ಮಹಾಯಾಗಕ್ಕೆ ಬೇಕಾದ ಸಂಪತ್ತು, ಸೈನ್ಯ, ಮಿತ್ರಬಲ ಇವೆಲ್ಲವನ್ನೂ ಒದಗಿಸಿಕೊಳ್ಳುವ ದಾರಿ ಯಾವುದು ಎಂಬ ಚಿಂತೆ ಅವನನ್ನು ಕಾಡಿತು. ಆಗ ಶ್ರೀಕೃಷ್ಣನ ಸಲಹೆಯೇ ಆಧಾರವಾಯಿತು.: [14, 841, 282, 898]
- paragraph-text: ಸ್ಯಕ್ಕೆ ವಸ್ತುವಾಗದ ವಿಷಯವೇ ಇಲ್ಲ ಎಂಬ ಕಾಲದಲ್ಲಿ ನಾವಿದ್ದೇವೆ. ಸ್ವಚ್ಛತೆಯಲ್ಲಿ ಜ್ಯೋತಿಷ್ಯ, ಕಾಮಿಡಿಯಲ್ಲಿ ನುಗ್ಗೇಕಾಯಿ ಹುಳಿ ಎಂಬಂತೆ ಒಂದಕ್ಕೊಂದು ಸಂಬಂಧವಿಲ್ಲದ ಸಂಗತಿಗಳು ಬೆರೆತು ಹೊಸ ರುಚಿ ಹುಟ್ಟಿಸುತ್ತಿವೆ. ನಮ್ಮ ಊರಿನ ಪ್ರಮುಖ ವೃತ್ತದ ಬಳಿಯ 'ಪವನ ಮೀನಾಕ್ಷಿ', 'ಮಾಡರ್ನ್ ದೇವಸ್ಥಾನ' ಎಂಬಂತಹ ಫಲಕಗಳನ್ನು ಕಂಡಾಗ ನಗಬೇಕೋ ಅಳಬೇಕೋ ತಿಳಿಯದು.: [309, 117, 502, 219]
- text-column: [1131, 116, 1323, 630]
- body-paragraph: ಸಮಯ ಇನ್ನೂ ಮೀರಿಲ್ಲ. ಇಚ್ಛಾಶಕ್ತಿ ಇದ್ದರೆ ದಾರಿ ತಾನಾಗಿ ತೆರೆದುಕೊಳ್ಳುತ್ತದೆ. ಆಳುವವರು ಈ ಕತೆಯ ನೀತಿಯನ್ನು ಮನಗಂಡರೆ ರಾಜ್ಯದ ಕೈಗಾರಿಕಾ ಭವಿಷ್ಯ ಉಜ್ವಲವಾಗುವುದರಲ್ಲಿ ಅನುಮಾನವಿಲ್ಲ.: [1114, 1436, 1323, 1492]
- text-column: [925, 116, 1117, 630]
- page-number: ೦೭: [244, 5, 308, 51]
- article3-body: [14, 1367, 1323, 1943]
- article2-author: ಬಿ. ವಿದ್ಯಾರಾವ್: [325, 686, 387, 701]
- body-paragraph: 'ಆರತಿ' ಎಂಬ ಹೆಸರಿನ ಅಂಗಡಿ 'ಘಟಿಕಾರ್' ಆಗಿ ಬದಲಾದ ಕತೆಯಂತೂ ವಿನೋದ ಕಾರಂಜಿಯೇ ಸರಿ. ಚಿಮ್ಮುವ ನೀರು ನಿಂತರೂ ನಗು ನಿಲ್ಲದು; ಭಾಷೆಯ ಈ ಆಟ ನೋಡುತ್ತ ಕೂತರೆ ದಿನ ಕಳೆದದ್ದೇ ತಿಳಿಯದು. ಒಟ್ಟಿನಲ್ಲಿ ಬೀದಿ ಬೀದಿಗಳಲ್ಲಿ ಹೊಸ ಹಾಸ್ಯೋತ್ಸವ ನಿತ್ಯವೂ ನಡೆಯುತ್ತಲೇ ಇದೆ.: [1130, 199, 1323, 271]
- byline-pen-icon: ✒: [309, 686, 320, 701]
- text-column: [514, 708, 706, 1220]
- content-area: [14, 64, 1323, 1292]
- body-paragraph: ಸ್ವರ್ಣಕಾರರ ಬೀದಿಯ 'ಬಸರಿ ಆಪ್ಟಿಕಲ್ಸ್' ಎಂಬ ಫಲಕ ನೋಡಿದ ಹಿರಿಯರೊಬ್ಬರು 'ಇದೇನಪ್ಪಾ ಹೊಸ ಹೆಸರು' ಎಂದು ಕೇಳಿದರು. ಅದು 'ಭಾಸ್ಕರಿ' ಎಂಬ ಹೆಸರಿನ ಆಂಗ್ಲ ರೂಪಾಂತರ (basari opticals) ಎಂದು ತಿಳಿದಾಗ ಅವರ ಮುಖದಲ್ಲಿ ಮೂಡಿದ ಭಾವವನ್ನು ವರ್ಣಿಸಲು ಪದಗಳೇ ಸಾಲವು. ಅಕ್ಷರಗಳ ಈ ಆಟ ನಿತ್ಯವೂ ನಡೆದೇ ಇದೆ.: [514, 237, 707, 324]
- paper-name: ಹೊಸ ದಿಗಂತ: [70, 10, 165, 34]
- body-paragraph: [309, 708, 501, 813]
- drop-cap: ದೇ: [14, 1367, 44, 1399]
